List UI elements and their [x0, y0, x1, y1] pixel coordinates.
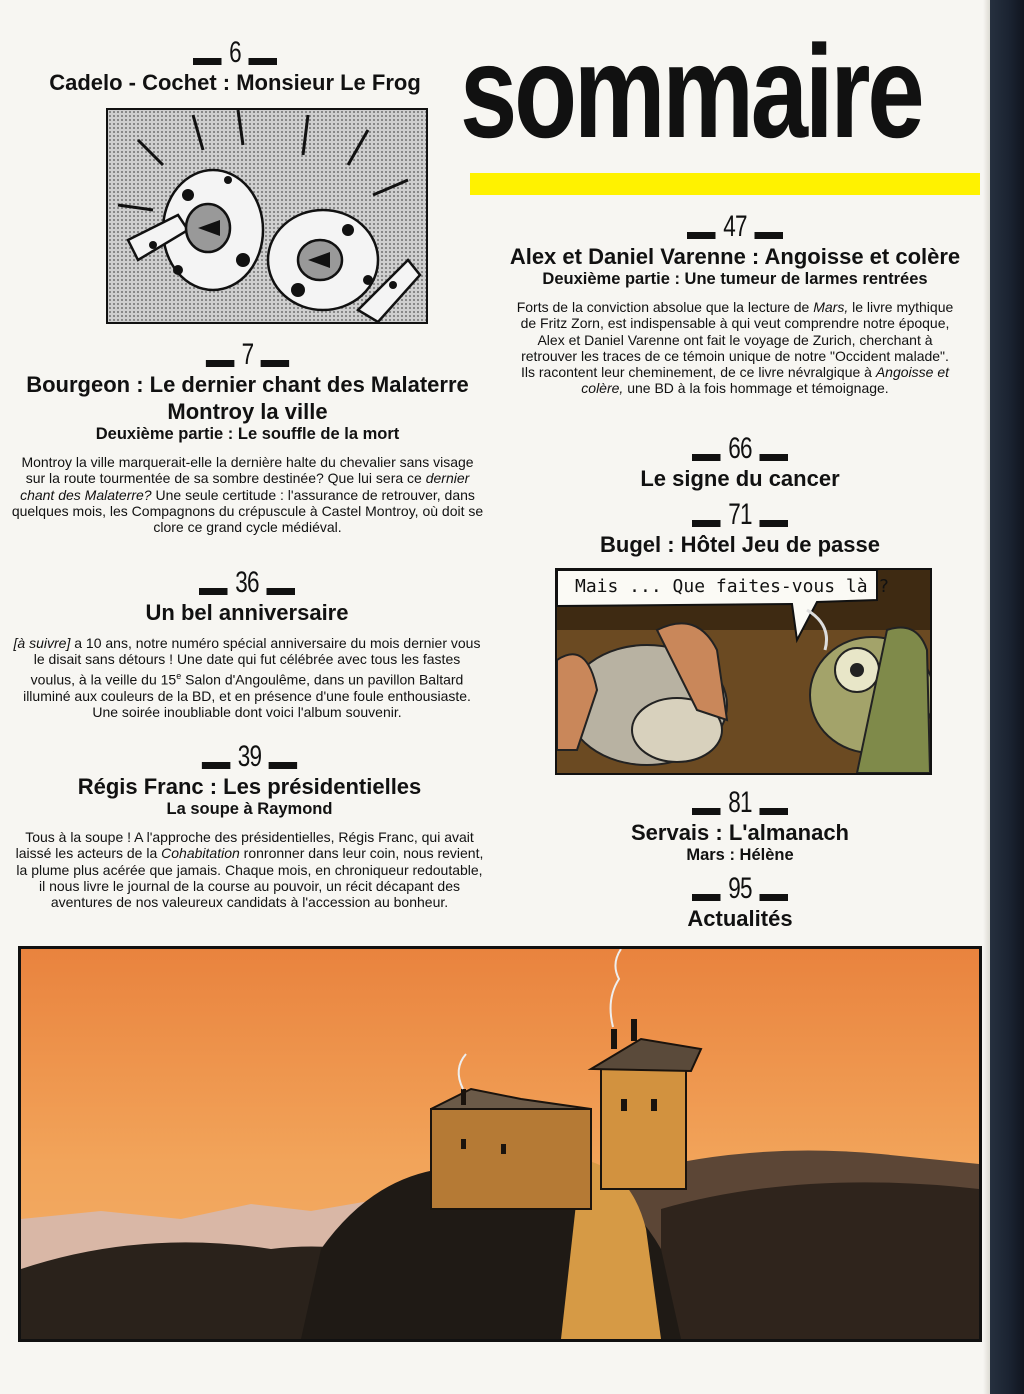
bugel-illustration [555, 568, 932, 775]
castle-illustration [18, 946, 982, 1342]
page-number: 81 [590, 788, 890, 818]
masthead [460, 18, 980, 170]
masthead-yellow-bar [470, 173, 980, 195]
masthead-title: sommaire [460, 18, 922, 165]
entry-description: Montroy la ville marquerait-elle la dernière halte du chevalier sans visage sur la route tourmentée de sa sombre destinée? Que lui sera ce dernier chant des Malaterre? Une seule certitude : l'assurance de retrouver, dans quelques mois, les Compagnons du crépuscule à Castel Montroy, où doit se clore ce grand cycle médiéval. [11, 454, 484, 536]
entry-subtitle: Mars : Hélène [686, 846, 794, 864]
entry-6 [30, 38, 440, 95]
entry-66 [540, 434, 940, 491]
entry-description: Forts de la conviction absolue que la lecture de Mars, le livre mythique de Fritz Zorn, est indispensable à qui veut comprendre notre époque, Alex et Daniel Varenne ont fait le voyage de Zurich, cherchant à retrouver les traces de ce témoin unique de notre "Occident malade". Ils racontent leur cheminement, de ce livre névralgique à Angoisse et colère, une BD à la fois hommage et témoignage. [516, 299, 954, 397]
page-number: 7 [69, 340, 425, 370]
page-number: 71 [590, 500, 890, 530]
page-number: 36 [71, 568, 424, 598]
page-number: 95 [590, 874, 890, 904]
entry-description: Tous à la soupe ! A l'approche des présidentielles, Régis Franc, qui avait laissé les acteurs de la Cohabitation ronronner dans leur coin, nous revient, la plume plus acérée que jamais. Chaque mois, en chroniqueur redoutable, il nous livre le journal de la course au pouvoir, un récit décapant des aventures de nos valeureux candidats à l'accession au bonheur. [15, 829, 484, 911]
entry-7 [10, 340, 485, 535]
entry-title: Bourgeon : Le dernier chant des Malaterre [26, 372, 469, 397]
entry-description: [à suivre] a 10 ans, notre numéro spécial anniversaire du mois dernier vous le disait sans détours ! Une date qui fut célébrée avec tous les fastes voulus, à la veille du 15e Salon d'Angoulême, dans un pavillon Baltard illuminé aux couleurs de la BD, et en présence d'une foule enthousiaste. Une soirée inoubliable dont voici l'album souvenir. [13, 635, 481, 720]
entry-title: Bugel : Hôtel Jeu de passe [600, 532, 880, 557]
page-number: 66 [590, 434, 890, 464]
page-number: 39 [71, 742, 427, 772]
entry-title: Cadelo - Cochet : Monsieur Le Frog [49, 70, 421, 95]
entry-title: Un bel anniversaire [145, 600, 349, 625]
entry-95 [540, 874, 940, 931]
page-number: 6 [81, 38, 389, 68]
entry-81 [540, 788, 940, 865]
entry-title: Le signe du cancer [640, 466, 840, 491]
entry-36 [12, 568, 482, 720]
page-number: 47 [555, 212, 915, 242]
entry-39 [12, 742, 487, 910]
entry-subtitle: Deuxième partie : Une tumeur de larmes rentrées [542, 270, 928, 288]
entry-47 [495, 212, 975, 397]
entry-title: Servais : L'almanach [630, 820, 849, 845]
entry-title: Alex et Daniel Varenne : Angoisse et colère [509, 244, 961, 269]
binding-spine [990, 0, 1024, 1394]
entry-subtitle: Deuxième partie : Le souffle de la mort [95, 425, 400, 443]
entry-subtitle: La soupe à Raymond [166, 800, 333, 818]
entry-title: Actualités [687, 906, 793, 931]
entry-title-line2: Montroy la ville [167, 399, 328, 424]
frog-illustration [106, 108, 428, 324]
entry-title: Régis Franc : Les présidentielles [77, 774, 422, 799]
entry-71 [540, 500, 940, 557]
speech-bubble: Mais ... Que faites-vous là ? [575, 576, 890, 597]
